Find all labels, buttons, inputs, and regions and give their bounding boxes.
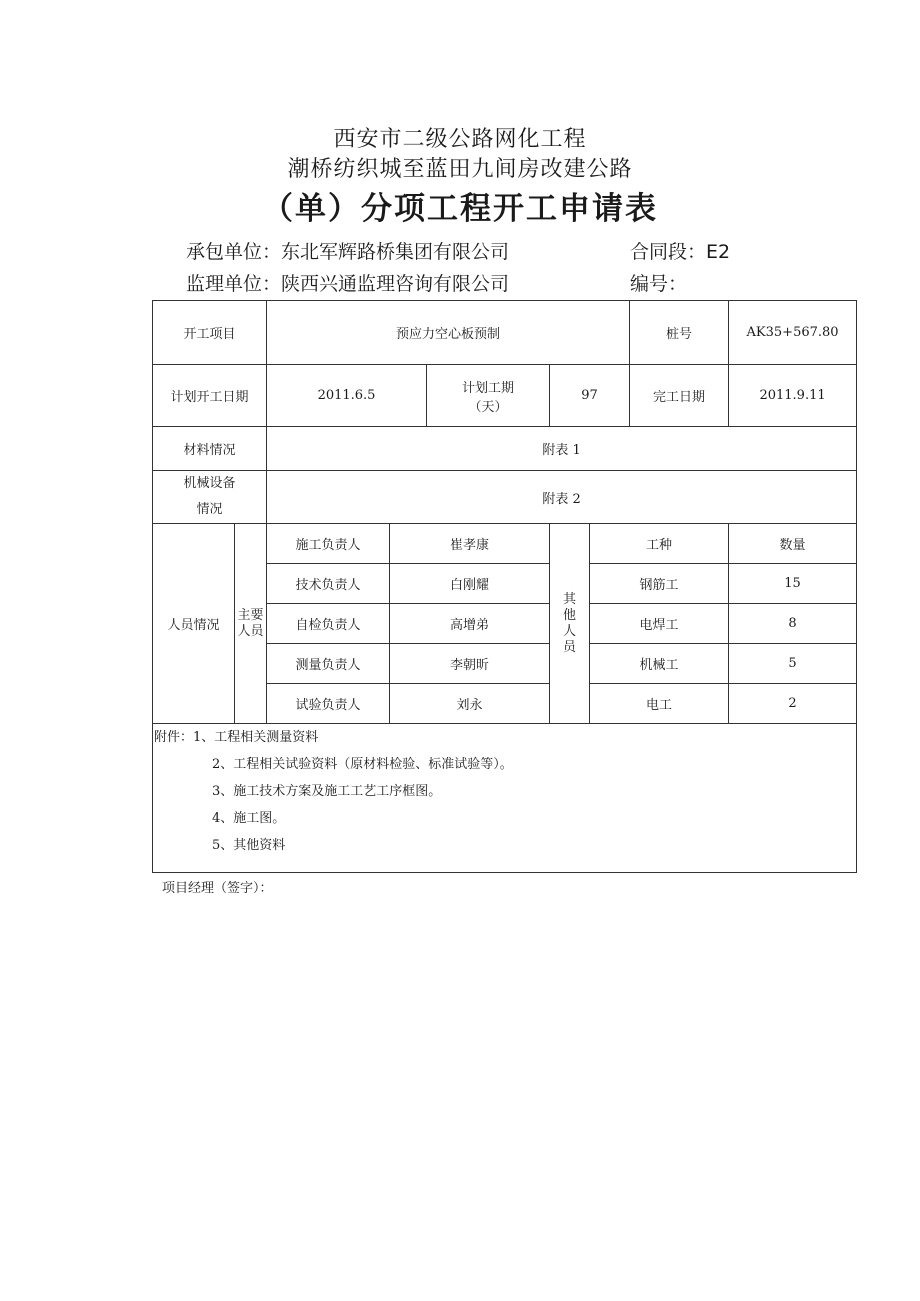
count-header: 数量	[729, 524, 857, 564]
row-attachments	[153, 724, 857, 873]
key-staff-name: 高增弟	[390, 604, 550, 644]
finish-value: 2011.9.11	[729, 365, 857, 427]
key-staff-role: 施工负责人	[267, 524, 390, 564]
key-staff-label	[235, 524, 267, 724]
machinery-label-line-2: 情况	[196, 502, 223, 517]
key-staff-name: 白刚耀	[390, 564, 550, 604]
station-label: 桩号	[630, 301, 729, 365]
row-material	[153, 427, 857, 471]
trade-count: 8	[729, 604, 857, 644]
personnel-row-1	[153, 524, 857, 564]
key-staff-name: 李朝昕	[390, 644, 550, 684]
attachment-item: 4、施工图。	[212, 811, 286, 826]
project-manager-signature: 项目经理（签字）：	[162, 881, 273, 896]
key-staff-name: 刘永	[390, 684, 550, 724]
machinery-value: 附表 2	[267, 471, 857, 524]
project-value: 预应力空心板预制	[267, 301, 630, 365]
material-label: 材料情况	[153, 427, 267, 471]
trade-name: 机械工	[590, 644, 729, 684]
attachment-item: 附件：1、工程相关测量资料	[154, 730, 319, 745]
plan-start-label: 计划开工日期	[153, 365, 267, 427]
plan-start-value: 2011.6.5	[267, 365, 427, 427]
trade-count: 2	[729, 684, 857, 724]
serial-number: 编号：	[630, 273, 688, 295]
key-staff-label-line-1: 主要	[237, 607, 264, 623]
form-title: （单）分项工程开工申请表	[262, 191, 658, 227]
key-staff-role: 自检负责人	[267, 604, 390, 644]
other-staff-char: 他	[563, 607, 577, 623]
trade-name: 钢筋工	[590, 564, 729, 604]
attachment-item: 2、工程相关试验资料（原材料检验、标准试验等）。	[212, 757, 513, 772]
plan-duration-value: 97	[550, 365, 630, 427]
attachment-item: 5、其他资料	[212, 838, 286, 853]
trade-count: 5	[729, 644, 857, 684]
supervisor-unit: 监理单位：陕西兴通监理咨询有限公司	[186, 273, 510, 295]
key-staff-role: 技术负责人	[267, 564, 390, 604]
key-staff-name: 崔孝康	[390, 524, 550, 564]
plan-duration-label	[427, 365, 550, 427]
trade-name: 电焊工	[590, 604, 729, 644]
row-schedule	[153, 365, 857, 427]
finish-label: 完工日期	[630, 365, 729, 427]
row-machinery	[153, 471, 857, 524]
trade-header: 工种	[590, 524, 729, 564]
machinery-label	[153, 471, 267, 524]
other-staff-char: 人	[563, 623, 577, 639]
attachment-item: 3、施工技术方案及施工工艺工序框图。	[212, 784, 442, 799]
personnel-label: 人员情况	[153, 524, 235, 724]
machinery-label-line-1: 机械设备	[183, 476, 236, 491]
application-form-table	[152, 300, 857, 873]
trade-count: 15	[729, 564, 857, 604]
key-staff-label-line-2: 人员	[237, 623, 264, 639]
key-staff-role: 试验负责人	[267, 684, 390, 724]
project-label: 开工项目	[153, 301, 267, 365]
project-name-line-1: 西安市二级公路网化工程	[333, 127, 587, 152]
station-value: AK35+567.80	[729, 301, 857, 365]
contractor-unit: 承包单位：东北军辉路桥集团有限公司	[186, 241, 510, 263]
other-staff-label	[550, 524, 590, 724]
other-staff-char: 员	[563, 639, 577, 655]
contract-section: 合同段：E2	[630, 241, 731, 263]
attachments-cell	[153, 724, 857, 873]
row-project	[153, 301, 857, 365]
plan-duration-label-line-2: （天）	[468, 399, 508, 415]
trade-name: 电工	[590, 684, 729, 724]
other-staff-char: 其	[563, 591, 577, 607]
key-staff-role: 测量负责人	[267, 644, 390, 684]
material-value: 附表 1	[267, 427, 857, 471]
project-name-line-2: 潮桥纺织城至蓝田九间房改建公路	[287, 157, 633, 182]
plan-duration-label-line-1: 计划工期	[462, 380, 515, 396]
